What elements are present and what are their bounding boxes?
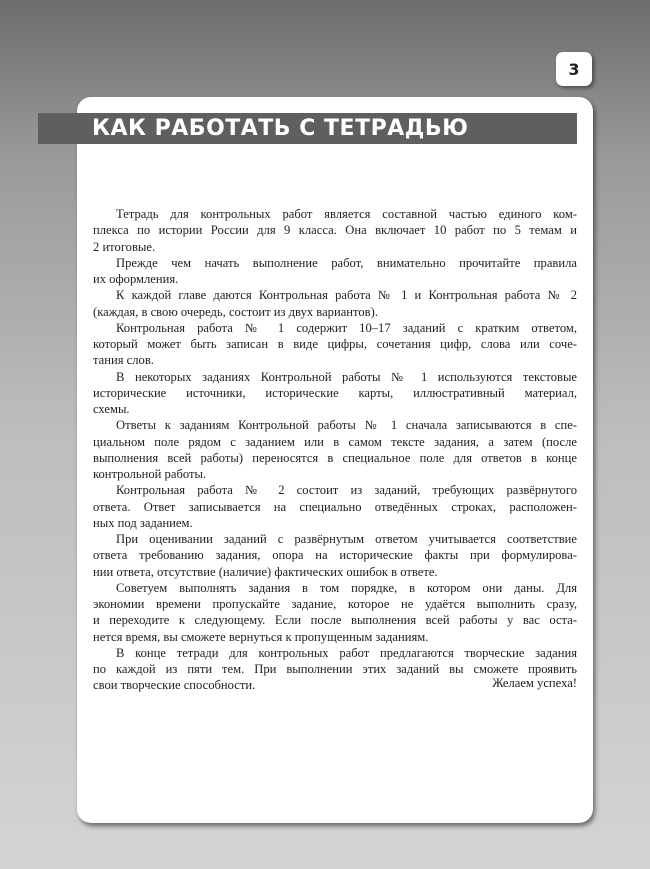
page-number: 3 xyxy=(556,52,592,86)
text-line: Контрольная работа № 2 состоит из заданий, требующих развёрнутого xyxy=(116,483,577,498)
text-line: и переходите к следующему. Если после выполнения всей работы у вас оста- xyxy=(93,613,577,628)
text-line: (каждая, в свою очередь, состоит из двух вариантов). xyxy=(93,304,378,319)
text-line: Ответы к заданиям Контрольной работы № 1 сначала записываются в спе- xyxy=(116,418,577,433)
text-line: Прежде чем начать выполнение работ, внимательно прочитайте правила xyxy=(116,255,577,270)
instructions-text xyxy=(93,206,577,694)
text-line: выполнения всей работы) переносятся в специальное поле для ответов в конце xyxy=(93,450,577,465)
text-line: схемы. xyxy=(93,402,130,416)
text-line: циальном поле рядом с заданием или в самом тексте задания, а затем (после xyxy=(93,434,577,449)
paragraph xyxy=(93,482,577,531)
text-line: контрольной работы. xyxy=(93,467,207,481)
text-line: по каждой из пяти тем. При выполнении этих заданий вы сможете проявить xyxy=(93,662,577,676)
text-line: ных под заданием. xyxy=(93,515,193,530)
title-bar xyxy=(38,113,577,144)
text-line: нется время, вы сможете вернуться к пропущенным заданиям. xyxy=(93,629,429,644)
text-line: плекса по истории России для 9 класса. Она включает 10 работ по 5 темам и xyxy=(93,223,577,238)
text-line: ответа. Ответ записывается на специально отведённых строках, расположен- xyxy=(93,499,577,514)
text-line: При оценивании заданий с развёрнутым ответом учитывается соответствие xyxy=(116,532,577,546)
text-line: Советуем выполнять задания в том порядке, в котором они даны. Для xyxy=(116,580,577,595)
paragraph xyxy=(93,531,577,580)
closing-wish: Желаем успеха! xyxy=(492,676,577,690)
text-line: их оформления. xyxy=(93,272,179,286)
paragraph xyxy=(93,369,577,418)
text-line: 2 итоговые. xyxy=(93,239,156,254)
text-line: нии ответа, отсутствие (наличие) фактических ошибок в ответе. xyxy=(93,564,438,579)
text-line: Контрольная работа № 1 содержит 10–17 заданий с кратким ответом, xyxy=(116,320,577,335)
text-line: тания слов. xyxy=(93,353,154,368)
paragraph xyxy=(93,417,577,482)
text-line: ответа требованию задания, опора на исторические факты при формулирова- xyxy=(93,548,577,563)
paragraph xyxy=(93,287,577,320)
text-line: Тетрадь для контрольных работ является составной частью единого ком- xyxy=(116,207,577,221)
text-line: исторические источники, исторические карты, иллюстративный материал, xyxy=(93,385,577,400)
text-line: свои творческие способности. xyxy=(93,678,256,693)
paragraph xyxy=(93,206,577,255)
text-line: В некоторых заданиях Контрольной работы № 1 используются текстовые xyxy=(116,369,577,384)
text-line: экономии времени пропускайте задание, которое не удаётся выполнить сразу, xyxy=(93,597,577,611)
paragraph xyxy=(93,320,577,369)
text-line: К каждой главе даются Контрольная работа № 1 и Контрольная работа № 2 xyxy=(116,288,577,303)
paragraph xyxy=(93,255,577,288)
page-title: КАК РАБОТАТЬ С ТЕТРАДЬЮ xyxy=(92,116,469,141)
paragraph xyxy=(93,580,577,645)
text-line: который может быть записан в виде цифры, сочетания цифр, слова или соче- xyxy=(93,337,577,351)
text-line: В конце тетради для контрольных работ предлагаются творческие задания xyxy=(116,645,577,660)
